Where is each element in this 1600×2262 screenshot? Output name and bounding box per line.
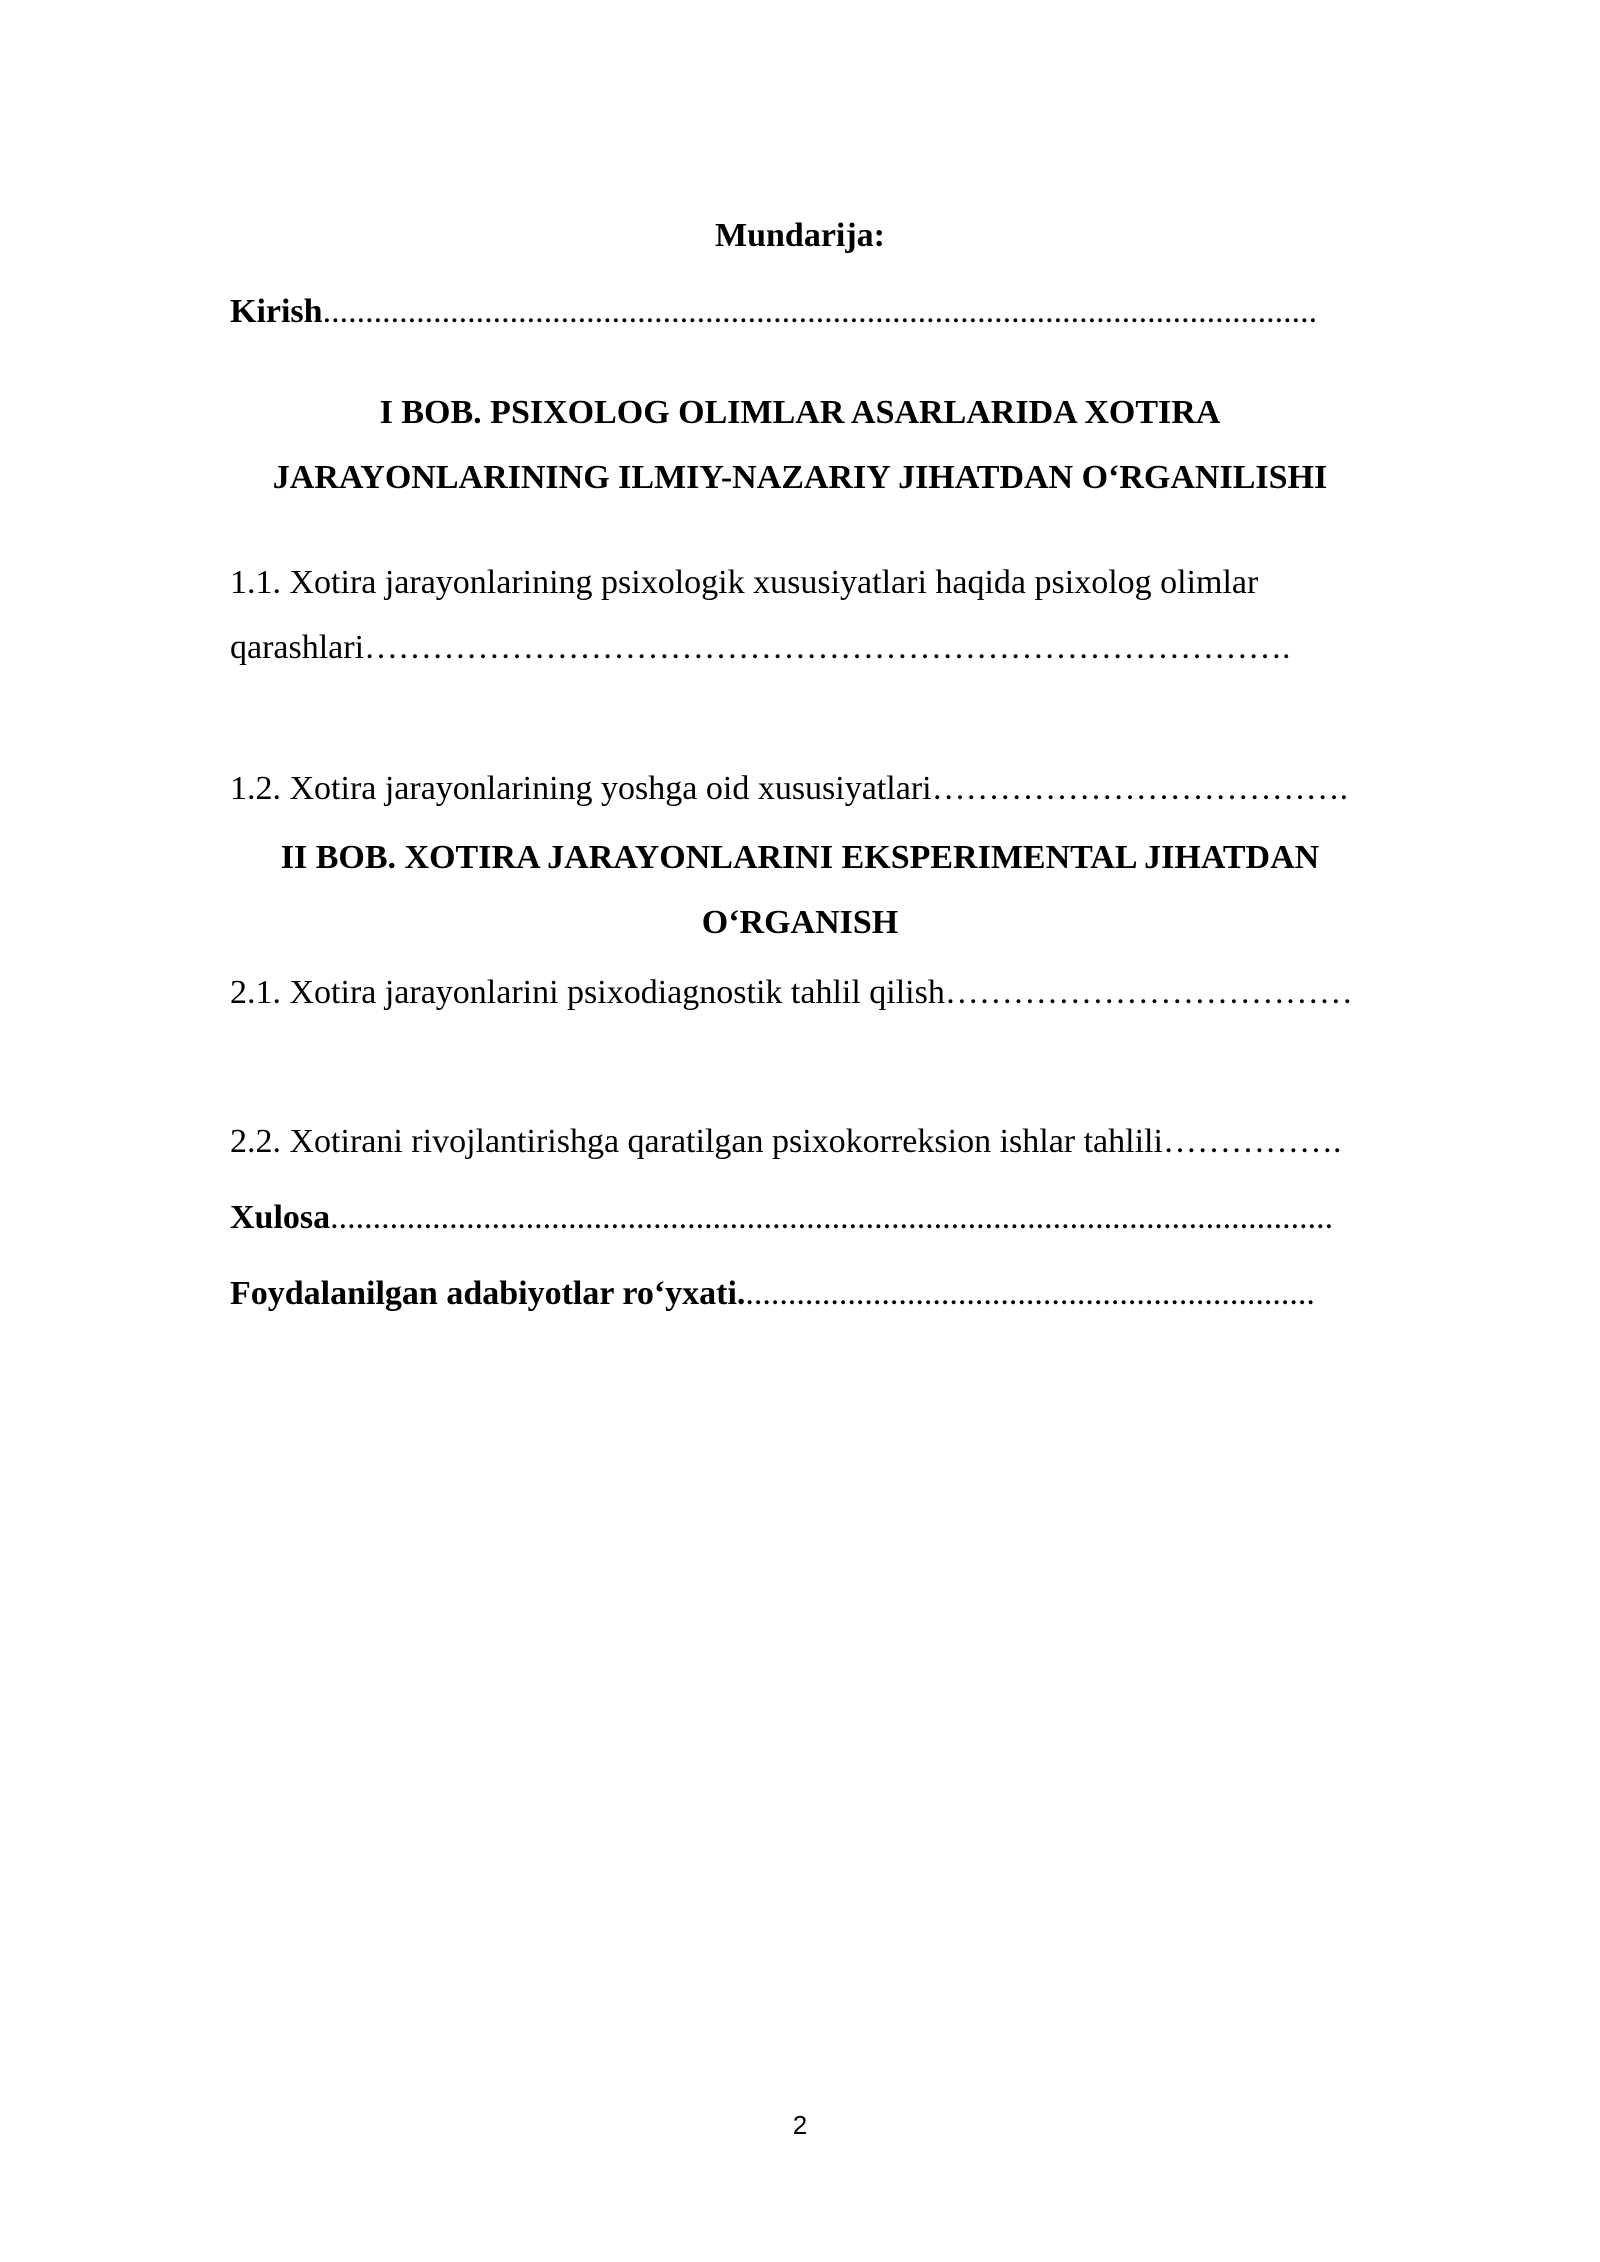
page-number: 2 bbox=[792, 2110, 808, 2140]
toc-entry-1-2[interactable] bbox=[230, 769, 1348, 809]
toc-entry-leader: ..................................................................................................................... bbox=[322, 293, 1318, 330]
toc-entry-label: 1.2. Xotira jarayonlarining yoshga oid xususiyatlari bbox=[230, 770, 932, 807]
toc-entry-leader: ................................................................... bbox=[745, 1275, 1315, 1312]
toc-entry-1-1-line1[interactable]: 1.1. Xotira jarayonlarining psixologik xususiyatlari haqida psixolog olimlar bbox=[230, 564, 1259, 601]
toc-entry-intro[interactable] bbox=[230, 292, 1317, 332]
toc-entry-label: Kirish bbox=[230, 293, 323, 330]
toc-entry-conclusion[interactable] bbox=[230, 1198, 1333, 1238]
toc-entry-leader: ...................................................................................................................... bbox=[330, 1199, 1334, 1236]
toc-entry-2-2[interactable] bbox=[230, 1122, 1341, 1162]
toc-entry-label: Foydalanilgan adabiyotlar ro‘yxati. bbox=[230, 1275, 746, 1312]
chapter2-heading-line1: II BOB. XOTIRA JARAYONLARINI EKSPERIMENTAL JIHATDAN bbox=[280, 839, 1320, 876]
toc-entry-label: 2.2. Xotirani rivojlantirishga qaratilgan psixokorreksion ishlar tahlili bbox=[230, 1123, 1163, 1160]
toc-title: Mundarija: bbox=[715, 217, 885, 254]
chapter1-heading-line2: JARAYONLARINING ILMIY-NAZARIY JIHATDAN O‘RGANILISHI bbox=[272, 459, 1328, 496]
toc-entry-1-1-line2[interactable] bbox=[230, 628, 1291, 668]
toc-entry-leader: ……………………………… bbox=[944, 974, 1353, 1011]
toc-entry-label: 2.1. Xotira jarayonlarini psixodiagnostik tahlil qilish bbox=[230, 974, 945, 1011]
toc-entry-label: qarashlari bbox=[230, 629, 365, 666]
chapter1-heading-line1: I BOB. PSIXOLOG OLIMLAR ASARLARIDA XOTIRA bbox=[379, 394, 1221, 431]
toc-entry-references[interactable] bbox=[230, 1274, 1315, 1314]
toc-entry-leader: ………………………………………………………………………. bbox=[364, 629, 1291, 666]
toc-entry-leader: ……………. bbox=[1162, 1123, 1342, 1160]
toc-entry-leader: ………………………………. bbox=[931, 770, 1349, 807]
toc-entry-label: Xulosa bbox=[230, 1199, 331, 1236]
toc-entry-2-1[interactable] bbox=[230, 973, 1353, 1013]
chapter2-heading-line2: O‘RGANISH bbox=[701, 904, 899, 941]
